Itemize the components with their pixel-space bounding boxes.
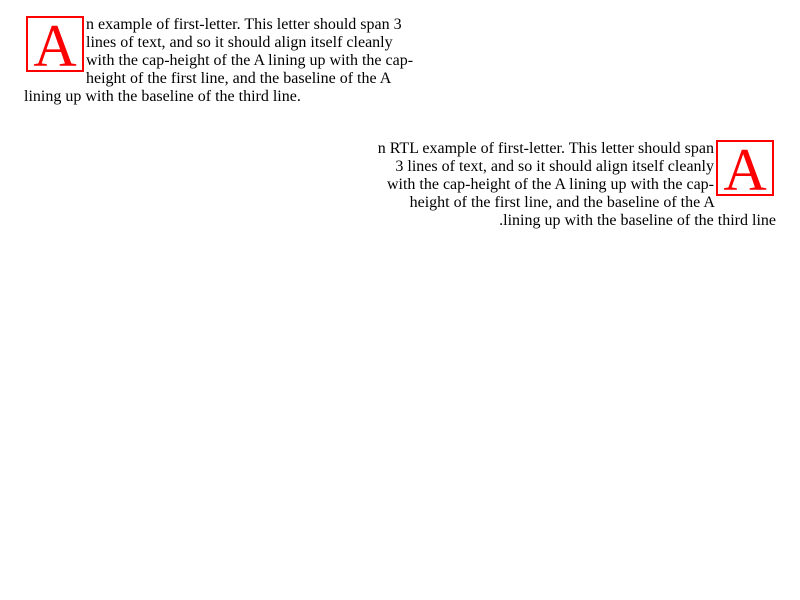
rtl-drop-cap: A [716, 140, 774, 196]
ltr-paragraph-text: n example of first-letter. This letter should span 3 lines of text, and so it should align itself cleanly with the cap-height of the A lining up with the cap-height of the first line, and the baseline of the A lining up with the baseline of the third line. [24, 16, 414, 105]
ltr-drop-cap: A [26, 16, 84, 72]
ltr-paragraph [24, 16, 424, 106]
rtl-paragraph-text: n RTL example of first-letter. This letter should span 3 lines of text, and so it should align itself cleanly with the cap-height of the A lining up with the cap-height of the first line, and the baseline of the A lining up with the baseline of the third line. [377, 140, 776, 229]
rtl-paragraph [376, 140, 776, 230]
